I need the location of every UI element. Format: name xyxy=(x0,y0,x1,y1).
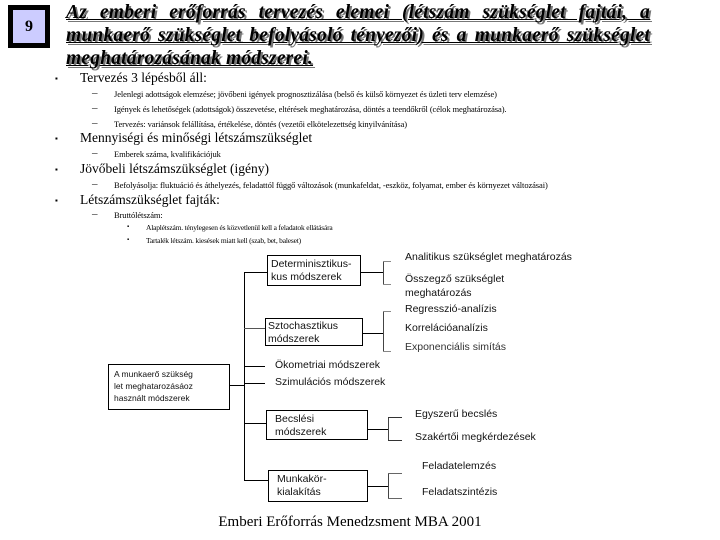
leaf-label: Összegző szükséglet xyxy=(405,273,505,285)
branch-label: kus módszerek xyxy=(271,271,342,283)
branch-box-stochastic xyxy=(265,318,363,346)
bracket-tick xyxy=(383,311,391,312)
branch-line xyxy=(244,383,265,384)
bracket-connector xyxy=(363,333,383,334)
subsub-bullet-text: Alaplétszám. ténylegesen és közvetlenül kell a feladatok ellátására xyxy=(146,223,333,232)
subbullet-marker: ▪ xyxy=(127,237,130,243)
branch-label: Munkakör- xyxy=(277,473,327,485)
bullet-text: Jövőbeli létszámszükséglet (igény) xyxy=(80,161,269,176)
branch-label: módszerek xyxy=(268,333,320,345)
leaf-label: Szimulációs módszerek xyxy=(275,376,386,388)
sub-bullet-text: Igények és lehetőségek (adottságok) összevetése, eltérések meghatározása, döntés a teendőkről (célok meghatározása). xyxy=(114,104,507,114)
bracket-connector xyxy=(368,429,388,430)
branch-label: kialakítás xyxy=(277,486,321,498)
root-line: használt módszerek xyxy=(114,393,190,403)
leaf-label: Feladatszintézis xyxy=(422,486,498,498)
dash-marker: – xyxy=(92,117,98,129)
bracket xyxy=(383,261,384,284)
leaf-label: Regresszió-analízis xyxy=(405,303,497,315)
bracket-tick xyxy=(388,440,402,441)
branch-label: módszerek xyxy=(275,426,327,438)
subsub-bullet-text: Tartalék létszám. kiesések miatt kell (szab, bet, baleset) xyxy=(146,236,301,245)
dash-marker: – xyxy=(92,87,98,99)
leaf-label: Egyszerű becslés xyxy=(415,408,498,420)
dash-marker: – xyxy=(92,178,98,190)
footer-text: Emberi Erőforrás Menedzsment MBA 2001 xyxy=(218,514,482,530)
bracket xyxy=(388,417,389,440)
bracket-tick xyxy=(388,473,402,474)
branch-line xyxy=(244,480,268,481)
leaf-label: Analitikus szükséglet meghatározás xyxy=(405,251,572,263)
branch-box-estimation xyxy=(266,410,368,440)
sub-bullet-text: Tervezés: variánsok felállítása, értékelése, döntés (vezetői elkötelezettség kinyilvánítása) xyxy=(114,119,408,129)
sub-bullet-text: Befolyásolja: fluktuáció és áthelyezés, feladattól függő változások (munkafeldat, -eszköz, folyamat, ember és környezet változásai) xyxy=(114,180,548,190)
root-line: A munkaerő szükség xyxy=(114,369,193,379)
leaf-label: Szakértői megkérdezések xyxy=(415,431,536,443)
dash-marker: – xyxy=(92,208,98,220)
branch-line xyxy=(244,272,267,273)
dash-marker: – xyxy=(92,102,98,114)
bullet-marker: ▪ xyxy=(55,134,58,143)
trunk-line xyxy=(244,272,245,481)
bullet-text: Mennyiségi és minőségi létszámszükséglet xyxy=(80,130,313,145)
branch-box-deterministic xyxy=(267,255,361,286)
slide-number-badge xyxy=(8,5,50,48)
branch-box-job-design xyxy=(268,470,368,502)
branch-label: Sztochasztikus xyxy=(268,320,339,332)
leaf-label: meghatározás xyxy=(405,287,472,299)
branch-line xyxy=(244,328,265,329)
bracket-connector xyxy=(361,272,383,273)
sub-bullet-text: Jelenlegi adottságok elemzése; jövőbeni igények prognosztizálása (belső és külső környezet és üzleti terv elemzése) xyxy=(114,89,497,99)
sub-bullet-text: Bruttólétszám: xyxy=(114,210,163,220)
bracket-connector xyxy=(368,486,388,487)
connector-line xyxy=(229,385,244,386)
bullet-text: Létszámszükséglet fajták: xyxy=(80,192,220,207)
slide-title: Az emberi erőforrás tervezés elemei (létszám szükséglet fajtái, a munkaerő szükséglet befolyásoló tényezői) és a munkaerő szükséglet meghatározásának módszerei. xyxy=(66,2,650,69)
leaf-label: Exponenciális simítás xyxy=(405,341,506,353)
bracket xyxy=(383,311,384,351)
leaf-label: Feladatelemzés xyxy=(422,460,497,472)
leaf-label: Korrelációanalízis xyxy=(405,322,488,334)
bullet-marker: ▪ xyxy=(55,165,58,174)
branch-line xyxy=(244,366,265,367)
bracket-tick xyxy=(388,417,402,418)
branch-label: Becslési xyxy=(275,413,315,425)
bracket-tick xyxy=(383,261,391,262)
bullet-text: Tervezés 3 lépésből áll: xyxy=(80,70,207,85)
root-line: let meghatarozásáoz xyxy=(114,381,193,391)
sub-bullet-text: Emberek száma, kvalifikációjuk xyxy=(114,149,221,159)
dash-marker: – xyxy=(92,147,98,159)
bracket-tick xyxy=(383,284,391,285)
subbullet-marker: ▪ xyxy=(127,224,130,230)
branch-label: Determinisztikus- xyxy=(271,258,352,270)
branch-line xyxy=(244,423,266,424)
bracket-tick xyxy=(383,351,391,352)
bullet-marker: ▪ xyxy=(55,74,58,83)
leaf-label: Ökometriai módszerek xyxy=(275,359,381,371)
root-box xyxy=(108,364,230,410)
bracket xyxy=(388,473,389,498)
slide-number: 9 xyxy=(25,17,33,35)
bullet-marker: ▪ xyxy=(55,196,58,205)
bracket-tick xyxy=(388,498,402,499)
